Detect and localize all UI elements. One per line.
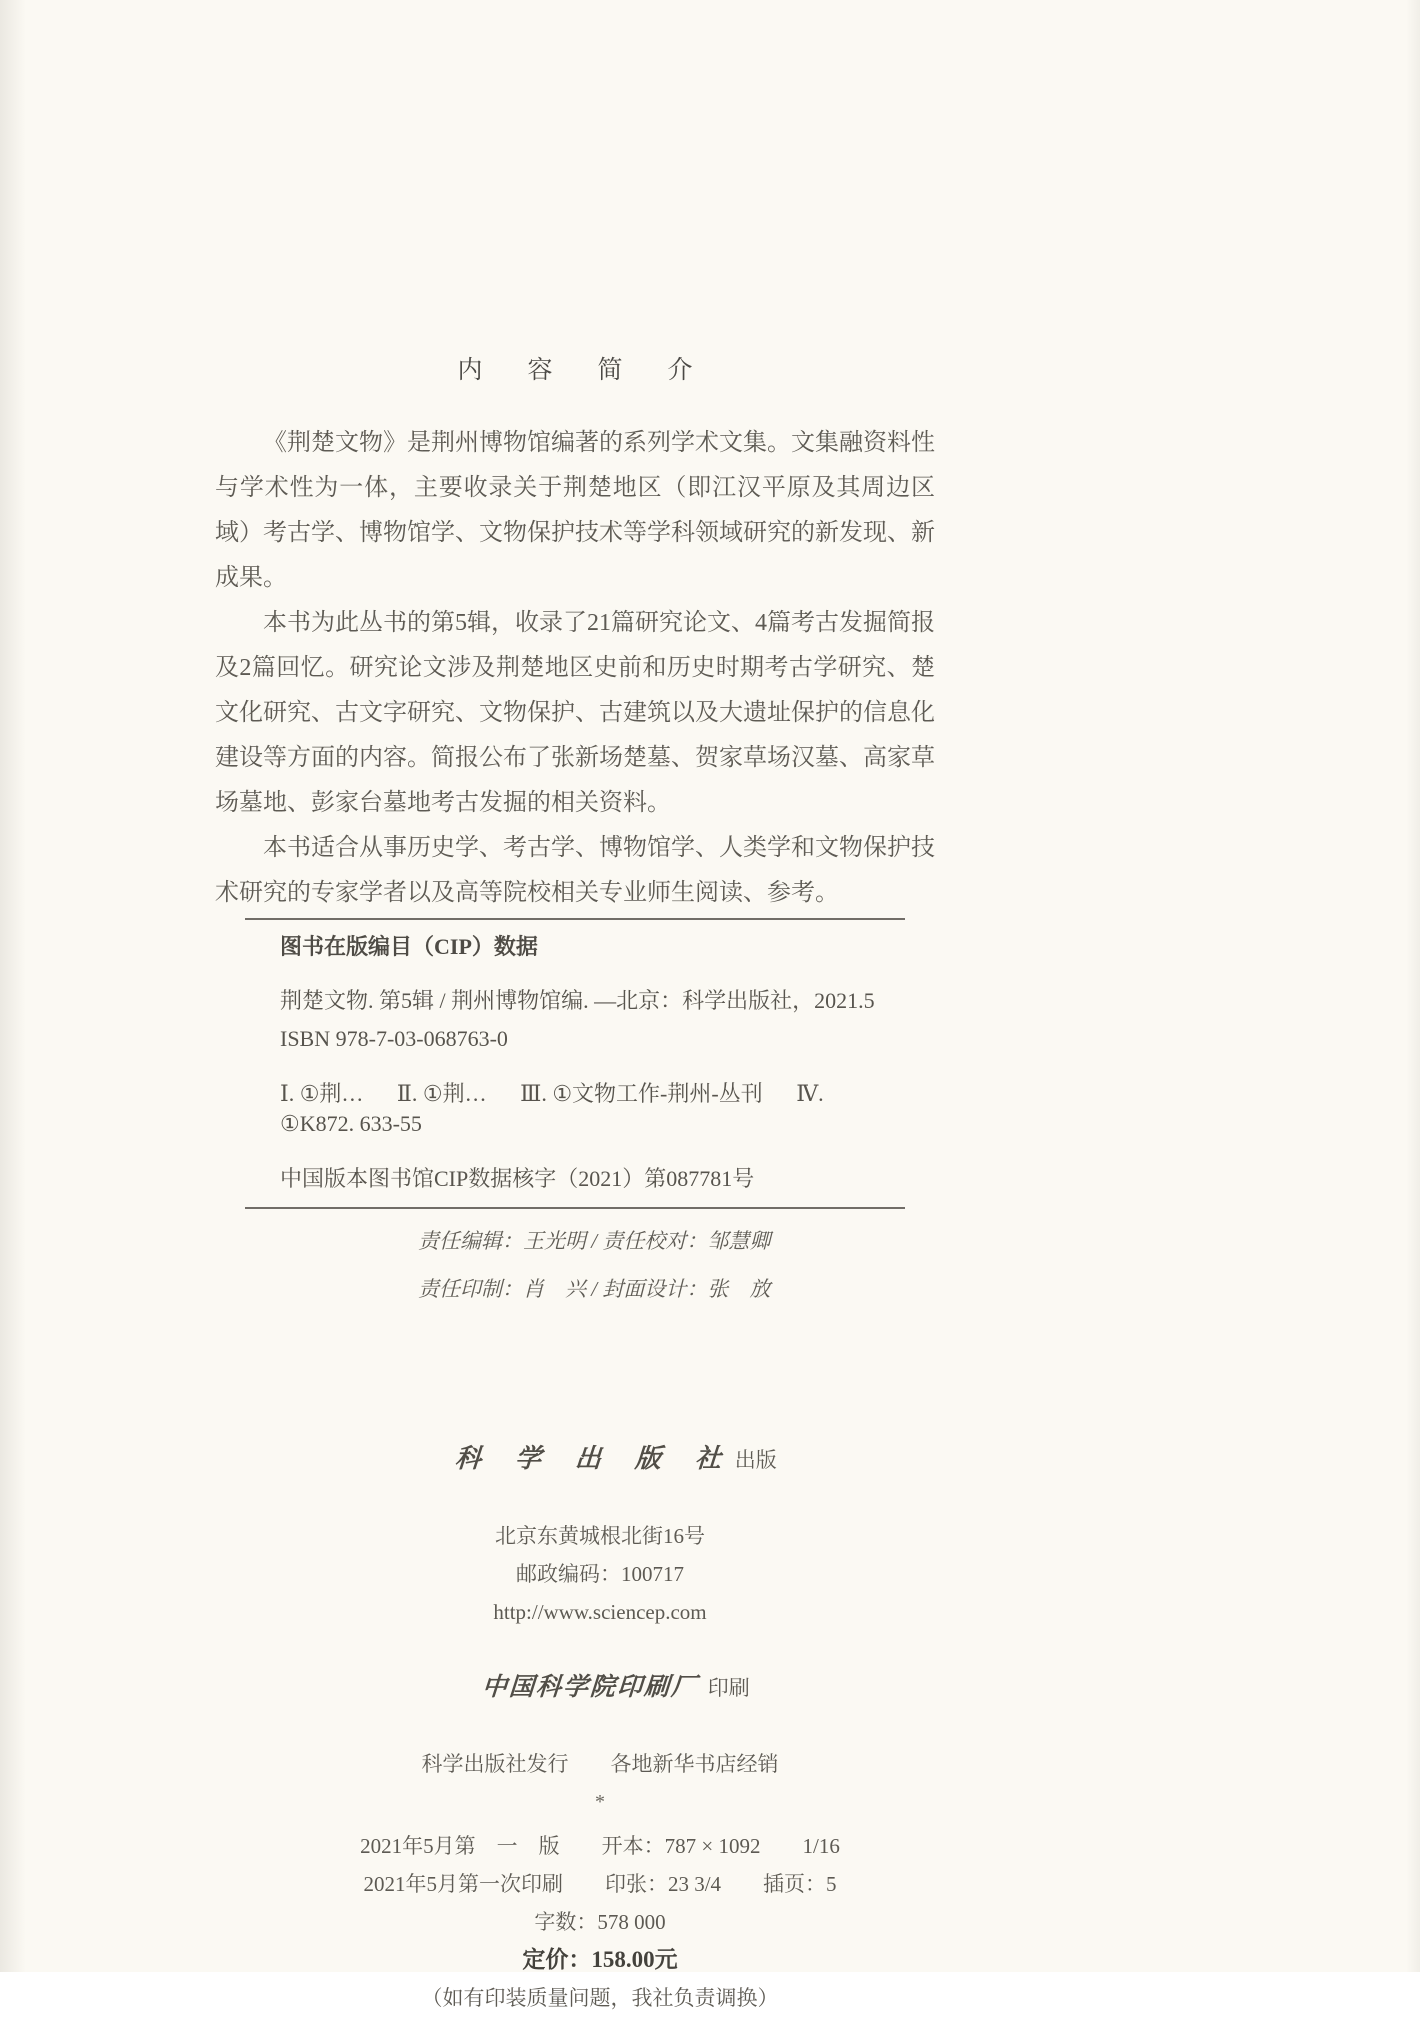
- cip-class-item: Ⅲ. ①文物工作-荆州-丛刊: [520, 1081, 763, 1106]
- printer-calligraphy-logo: 中国科学院印刷厂: [480, 1674, 699, 1701]
- cip-header: 图书在版编目（CIP）数据: [280, 934, 538, 959]
- publisher-line: [215, 1402, 985, 1517]
- printing-sheets-line: 2021年5月第一次印刷 印张：23 3/4 插页：5: [363, 1872, 837, 1896]
- colophon-block: [215, 1402, 985, 2017]
- cip-class-item: Ⅰ. ①荆…: [280, 1081, 364, 1106]
- publisher-role-label: 出版: [734, 1448, 777, 1472]
- cip-record-number-line: 中国版本图书馆CIP数据核字（2021）第087781号: [280, 1166, 755, 1191]
- intro-paragraph: 本书为此丛书的第5辑，收录了21篇研究论文、4篇考古发掘简报及2篇回忆。研究论文涉及荆楚地区史前和历史时期考古学研究、楚文化研究、古文字研究、文物保护、古建筑以及大遗址保护的信息化建设等方面的内容。简报公布了张新场楚墓、贺家草场汉墓、高家草场墓地、彭家台墓地考古发掘的相关资料。: [215, 610, 935, 816]
- page-left-scan-shadow: [0, 0, 26, 1972]
- edition-format-line: 2021年5月第 一 版 开本：787 × 1092 1/16: [360, 1834, 840, 1858]
- printer-line: [215, 1631, 985, 1745]
- cip-class-item: Ⅳ. ①K872. 633-55: [280, 1081, 824, 1136]
- publisher-calligraphy-logo: 科 学 出 版 社: [453, 1444, 726, 1473]
- printer-role-label: 印刷: [707, 1676, 750, 1700]
- credits-print-design-line: 责任印制：肖 兴 / 封面设计：张 放: [418, 1277, 771, 1301]
- cip-isbn-line: ISBN 978-7-03-068763-0: [280, 1026, 508, 1051]
- section-divider-asterisk: *: [595, 1791, 605, 1813]
- page-title: 内 容 简 介: [457, 357, 703, 384]
- content-summary: [215, 421, 935, 916]
- cip-bibliographic-line: 荆楚文物. 第5辑 / 荆州博物馆编. —北京：科学出版社，2021.5: [280, 988, 875, 1013]
- publisher-website: http://www.sciencep.com: [493, 1600, 707, 1624]
- publisher-postcode: 邮政编码：100717: [516, 1562, 684, 1586]
- price-line: 定价：158.00元: [522, 1947, 678, 1972]
- word-count-line: 字数：578 000: [534, 1910, 666, 1934]
- intro-paragraph: 《荆楚文物》是荆州博物馆编著的系列学术文集。文集融资料性与学术性为一体，主要收录关于荆楚地区（即江汉平原及其周边区域）考古学、博物馆学、文物保护技术等学科领域研究的新发现、新成果。: [215, 430, 935, 591]
- credits-editors-line: 责任编辑：王光明 / 责任校对：邹慧卿: [418, 1229, 771, 1253]
- main-content-column: [215, 0, 935, 1313]
- editorial-credits: [418, 1217, 935, 1313]
- distribution-line: 科学出版社发行 各地新华书店经销: [421, 1752, 779, 1776]
- publisher-address: 北京东黄城根北街16号: [495, 1524, 705, 1548]
- cip-class-item: Ⅱ. ①荆…: [396, 1081, 487, 1106]
- quality-exchange-note: （如有印装质量问题，我社负责调换）: [421, 1986, 779, 2010]
- page-right-scan-shadow: [1406, 0, 1420, 1972]
- cip-classification-line: [280, 1079, 895, 1139]
- intro-paragraph: 本书适合从事历史学、考古学、博物馆学、人类学和文物保护技术研究的专家学者以及高等院校相关专业师生阅读、参考。: [215, 835, 935, 906]
- cip-data-box: [245, 918, 905, 1209]
